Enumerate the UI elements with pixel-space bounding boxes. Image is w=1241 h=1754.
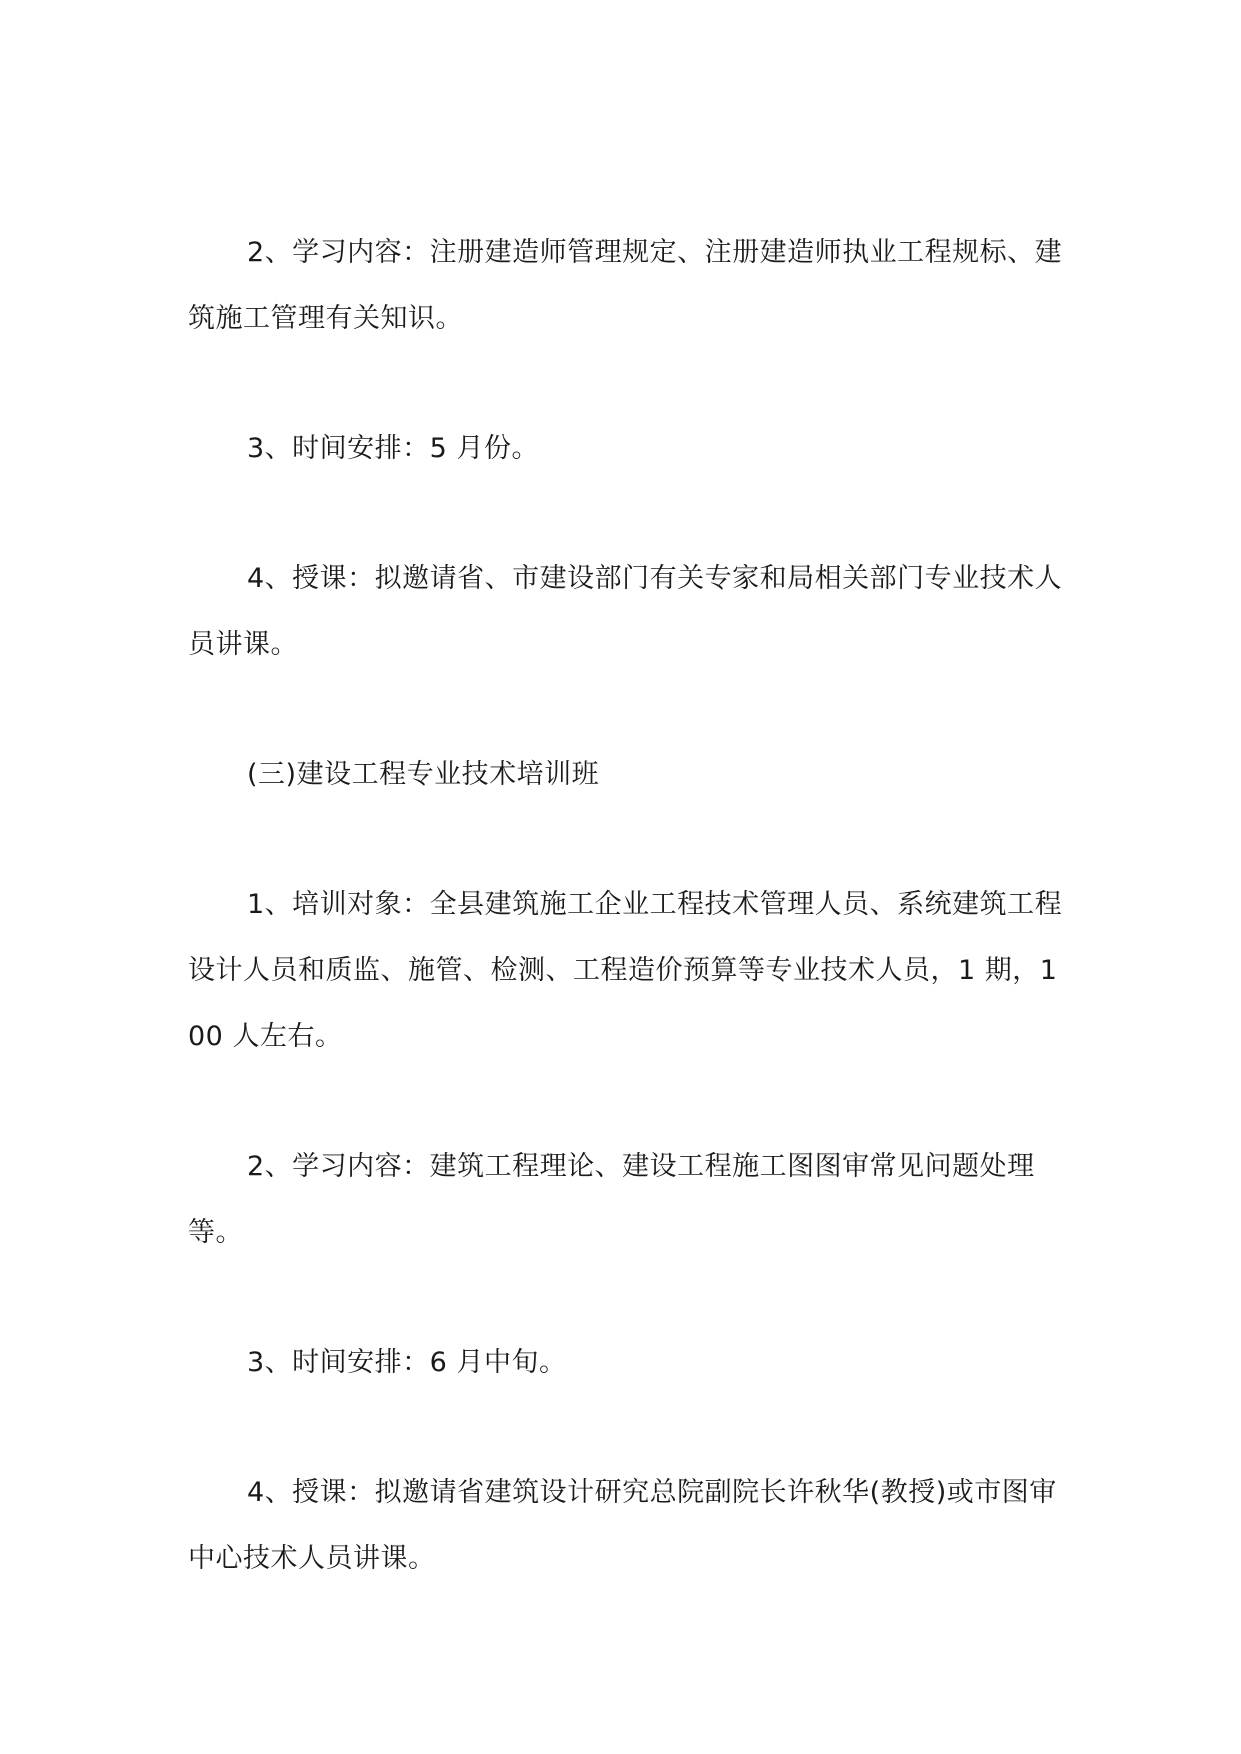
paragraph-lecturers-2: 4、授课：拟邀请省建筑设计研究总院副院长许秋华(教授)或市图审中心技术人员讲课。	[188, 1477, 1057, 1574]
paragraph-training-target: 1、培训对象：全县建筑施工企业工程技术管理人员、系统建筑工程设计人员和质监、施管、检测、工程造价预算等专业技术人员，1 期，100 人左右。	[188, 889, 1063, 1052]
paragraph-schedule: 3、时间安排：5 月份。	[247, 433, 539, 464]
paragraph-study-content: 2、学习内容：注册建造师管理规定、注册建造师执业工程规标、建筑施工管理有关知识。	[188, 237, 1063, 334]
paragraph-schedule-2: 3、时间安排：6 月中旬。	[247, 1347, 567, 1378]
paragraph-study-content-2: 2、学习内容：建筑工程理论、建设工程施工图图审常见问题处理等。	[188, 1151, 1035, 1248]
section-heading: (三)建设工程专业技术培训班	[247, 759, 600, 790]
document-body	[188, 220, 1068, 1656]
paragraph-lecturers: 4、授课：拟邀请省、市建设部门有关专家和局相关部门专业技术人员讲课。	[188, 563, 1063, 660]
